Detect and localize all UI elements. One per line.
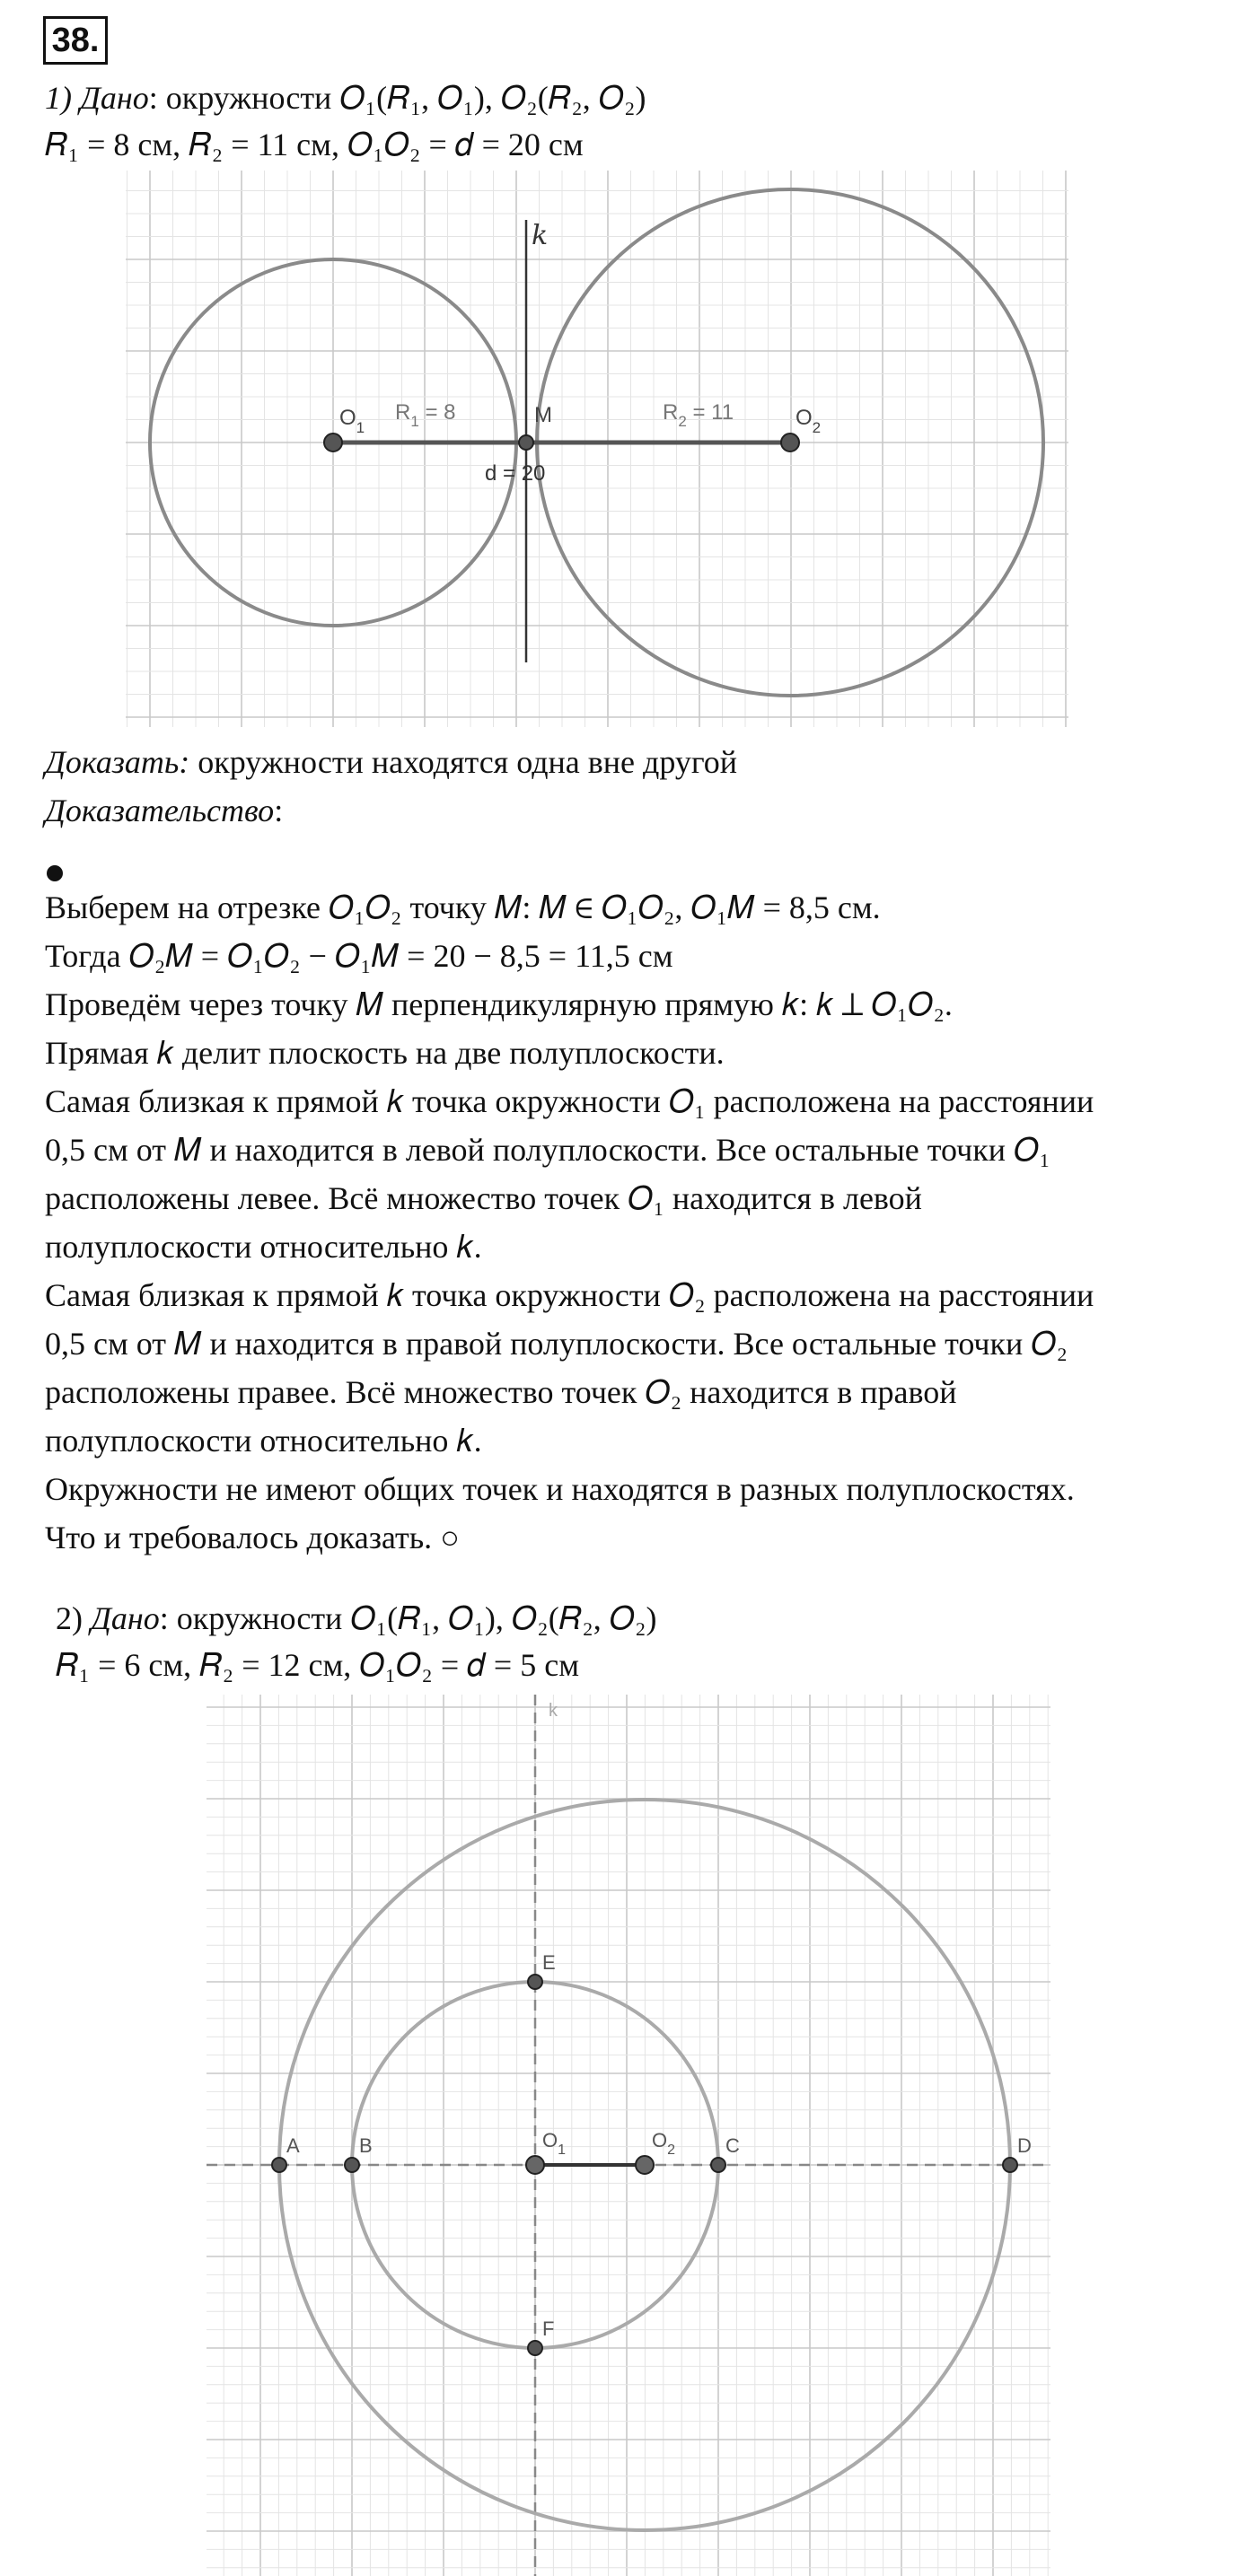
label-f: F (542, 2318, 555, 2340)
point-a (272, 2158, 286, 2172)
proof-colon: : (274, 793, 284, 828)
proof-line: полуплоскости относительно 𝑘. (45, 1423, 482, 1459)
point-o2 (636, 2156, 654, 2174)
label-m: M (534, 403, 552, 427)
label-k: k (549, 1701, 558, 1721)
label-o1: $O_1$ (339, 406, 365, 436)
part2-values: 𝑅₁ = 6 см, 𝑅₂ = 12 см, 𝑂₁𝑂₂ = 𝑑 = 5 см (56, 1647, 579, 1683)
proof-line: Самая близкая к прямой 𝑘 точка окружности 𝑂₂ расположена на расстоянии (45, 1277, 1094, 1313)
problem-number: 38. (43, 16, 108, 65)
point-o2 (781, 434, 799, 451)
label-k: k (532, 220, 549, 251)
proof-line: 0,5 см от 𝑀 и находится в правой полуплоскости. Все остальные точки 𝑂₂ (45, 1326, 1068, 1362)
part2-given-text: : окружности 𝑂₁(𝑅₁, 𝑂₁), 𝑂₂(𝑅₂, 𝑂₂) (159, 1600, 657, 1636)
proof-line: 0,5 см от 𝑀 и находится в левой полуплоскости. Все остальные точки 𝑂₁ (45, 1132, 1050, 1168)
proof-line: расположены левее. Всё множество точек 𝑂₁ находится в левой (45, 1180, 922, 1216)
point-o1 (526, 2156, 544, 2174)
figure-2-internal-circles (207, 1695, 1050, 2576)
label-c: C (725, 2134, 740, 2157)
point-o1 (324, 434, 342, 451)
proof-label: Доказательство (45, 793, 275, 828)
part1-given (45, 74, 646, 122)
point-c (711, 2158, 725, 2172)
proof-line: полуплоскости относительно 𝑘. (45, 1229, 482, 1265)
proof-line: Выберем на отрезке 𝑂₁𝑂₂ точку 𝑀: 𝑀 ∈ 𝑂₁𝑂₂, 𝑂₁𝑀 = 8,5 см. (45, 889, 881, 925)
figure-2-grid (207, 1695, 1050, 2576)
figure-1-external-circles (126, 171, 1068, 727)
label-r1: $R_1 = 8$ (395, 400, 456, 430)
proof-line: Прямая 𝑘 делит плоскость на две полуплоскости. (45, 1035, 725, 1071)
part2-prefix: 2) (56, 1600, 91, 1636)
proof-line: Окружности не имеют общих точек и находятся в разных полуплоскостях. (45, 1471, 1075, 1507)
label-o2: $O_2$ (652, 2129, 676, 2158)
proof-line: Тогда 𝑂₂𝑀 = 𝑂₁𝑂₂ − 𝑂₁𝑀 = 20 − 8,5 = 11,5 см (45, 938, 673, 974)
prove-statement (45, 738, 737, 786)
proof-heading (45, 786, 283, 835)
label-e: E (542, 1951, 556, 1974)
prove-text: окружности находятся одна вне другой (189, 744, 737, 780)
part2-given-label: Дано (91, 1600, 160, 1636)
part2-given (56, 1594, 657, 1643)
point-f (528, 2341, 542, 2355)
proof-line: расположены правее. Всё множество точек 𝑂₂ находится в правой (45, 1374, 957, 1410)
label-a: A (286, 2134, 300, 2157)
part1-values: 𝑅₁ = 8 см, 𝑅₂ = 11 см, 𝑂₁𝑂₂ = 𝑑 = 20 см (45, 127, 584, 162)
label-o1: $O_1$ (542, 2129, 567, 2158)
proof-line: Что и требовалось доказать. ○ (45, 1520, 460, 1555)
prove-label: Доказать: (45, 744, 190, 780)
given-text: : окружности 𝑂₁(𝑅₁, 𝑂₁), 𝑂₂(𝑅₂, 𝑂₂) (148, 80, 646, 116)
label-d: D (1017, 2134, 1032, 2157)
point-d (1003, 2158, 1017, 2172)
proof-line: Самая близкая к прямой 𝑘 точка окружности 𝑂₁ расположена на расстоянии (45, 1083, 1094, 1119)
given-label: 1) Дано (45, 80, 149, 116)
bullet-marker (47, 865, 63, 881)
label-o2: $O_2$ (796, 406, 822, 436)
label-b: B (359, 2134, 373, 2157)
point-b (345, 2158, 359, 2172)
figure-1-grid (126, 171, 1068, 727)
label-d: d = 20 (485, 461, 546, 486)
point-e (528, 1975, 542, 1989)
point-m (519, 435, 533, 450)
proof-line: Проведём через точку 𝑀 перпендикулярную прямую 𝑘: 𝑘 ⊥ 𝑂₁𝑂₂. (45, 986, 953, 1022)
label-r2: $R_2 = 11$ (663, 400, 734, 430)
